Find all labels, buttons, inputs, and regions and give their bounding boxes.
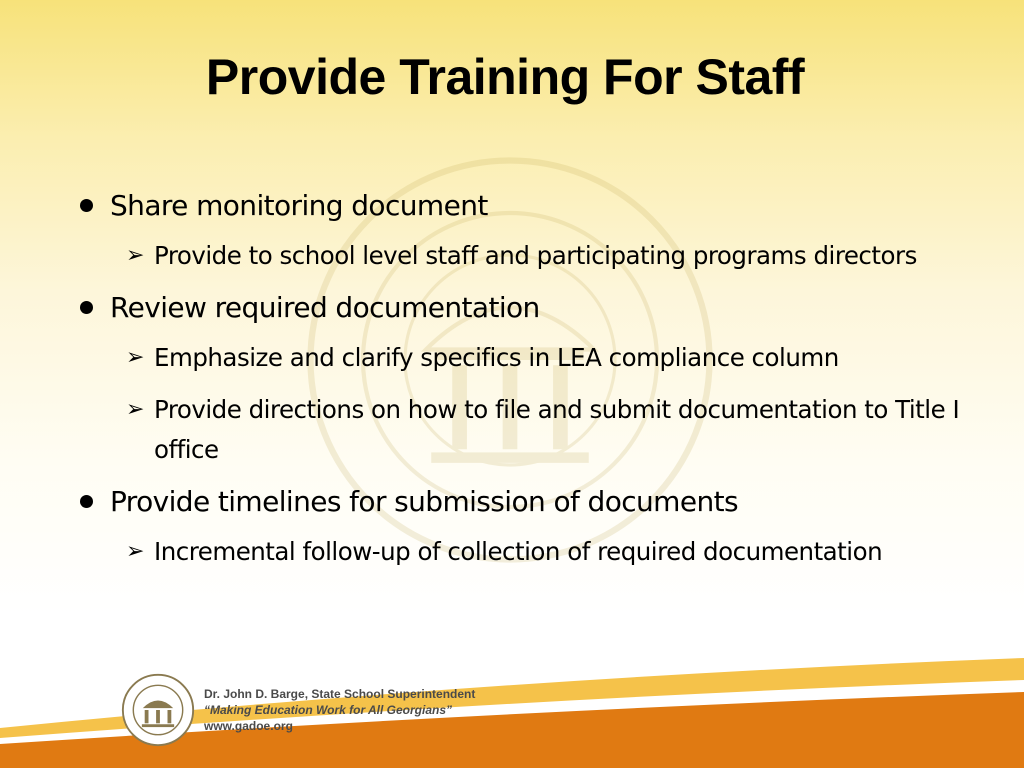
bullet-dot-icon [80, 199, 93, 212]
arrowhead-icon: ➢ [126, 397, 144, 422]
gadoe-logo-icon [120, 672, 196, 748]
bullet-dot-icon [80, 495, 93, 508]
sub-bullet-text: Provide to school level staff and participating programs directors [154, 241, 917, 270]
bullet-text: Provide timelines for submission of documents [110, 485, 738, 518]
arrowhead-icon: ➢ [126, 345, 144, 370]
sub-bullet-item [78, 532, 978, 572]
bullet-text: Share monitoring document [110, 189, 488, 222]
bullet-item [78, 186, 978, 226]
bullet-item [78, 482, 978, 522]
sub-bullet-text: Incremental follow-up of collection of required documentation [154, 537, 883, 566]
bullet-list [78, 186, 978, 584]
website-line: www.gadoe.org [204, 719, 293, 733]
slide-title: Provide Training For Staff [205, 49, 805, 105]
sub-bullet-item [78, 390, 978, 470]
footer-credits [204, 686, 475, 734]
sub-bullet-item [78, 338, 978, 378]
sub-bullet-item [78, 236, 978, 276]
sub-bullet-text: Emphasize and clarify specifics in LEA compliance column [154, 343, 839, 372]
bullet-dot-icon [80, 301, 93, 314]
arrowhead-icon: ➢ [126, 243, 144, 268]
superintendent-line: Dr. John D. Barge, State School Superintendent [204, 687, 476, 701]
bullet-item [78, 288, 978, 328]
bullet-text: Review required documentation [110, 291, 540, 324]
arrowhead-icon: ➢ [126, 539, 144, 564]
sub-bullet-text: Provide directions on how to file and submit documentation to Title I office [154, 395, 960, 464]
motto-line: “Making Education Work for All Georgians” [204, 703, 453, 717]
